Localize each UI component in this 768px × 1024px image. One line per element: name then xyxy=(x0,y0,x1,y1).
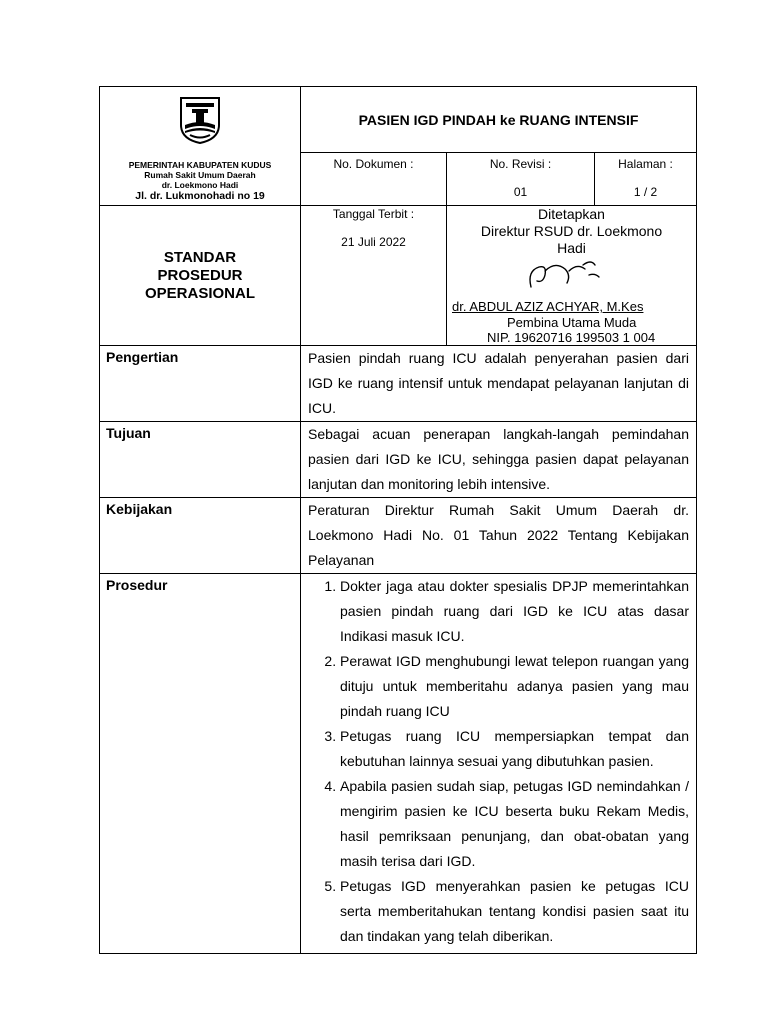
revision-cell xyxy=(447,153,595,206)
page-label: Halaman : xyxy=(618,157,673,171)
issue-date-value: 21 Juli 2022 xyxy=(341,235,406,249)
sop-label xyxy=(100,249,300,303)
approval-line-2: Direktur RSUD dr. Loekmono xyxy=(480,223,663,239)
page-value: 1 / 2 xyxy=(633,185,658,199)
prosedur-cell xyxy=(301,574,697,954)
approval-cell xyxy=(447,206,697,346)
pengertian-text: Pasien pindah ruang ICU adalah penyerahan pasien dari IGD ke ruang intensif untuk mendapat pelayanan lanjutan di ICU. xyxy=(301,346,697,422)
tujuan-label: Tujuan xyxy=(100,422,301,498)
issue-date-label: Tanggal Terbit : xyxy=(332,207,415,221)
org-line-2: Rumah Sakit Umum Daerah xyxy=(144,170,256,180)
sop-label-line-2: PROSEDUR xyxy=(157,266,243,284)
signature-icon xyxy=(525,257,605,295)
header-org-cell xyxy=(100,87,301,206)
org-line-1: PEMERINTAH KABUPATEN KUDUS xyxy=(128,160,272,170)
approval-text xyxy=(447,206,696,257)
org-line-3: dr. Loekmono Hadi xyxy=(161,180,239,190)
kudus-emblem-icon xyxy=(178,95,222,145)
signer-name: dr. ABDUL AZIZ ACHYAR, M.Kes xyxy=(452,299,644,314)
org-name xyxy=(100,160,300,203)
page-cell xyxy=(595,153,697,206)
prosedur-step: 4. Apabila pasien sudah siap, petugas IGD nemindahkan / mengirim pasien ke ICU beserta buku Rekam Medis, hasil pemriksaan penunjang, dan obat-obatan yang masih terisa dari IGD. xyxy=(340,774,689,874)
doc-number-label: No. Dokumen : xyxy=(333,157,414,171)
prosedur-label: Prosedur xyxy=(100,574,301,954)
prosedur-steps xyxy=(308,574,689,949)
prosedur-step: 5. Petugas IGD menyerahkan pasien ke petugas ICU serta memberitahukan tentang kondisi pasien saat itu dan tindakan yang telah diberikan. xyxy=(340,874,689,949)
revision-label: No. Revisi : xyxy=(489,157,552,171)
sop-label-line-1: STANDAR xyxy=(163,248,237,266)
prosedur-step: 3. Petugas ruang ICU mempersiapkan tempat dan kebutuhan lainnya sesuai yang dibutuhkan pasien. xyxy=(340,724,689,774)
signer-block xyxy=(447,298,696,345)
org-address: Jl. dr. Lukmonohadi no 19 xyxy=(135,190,265,202)
sop-label-cell xyxy=(100,206,301,346)
prosedur-step: 1. Dokter jaga atau dokter spesialis DPJP memerintahkan pasien pindah ruang dari IGD ke ICU atas dasar Indikasi masuk ICU. xyxy=(340,574,689,649)
tujuan-text: Sebagai acuan penerapan langkah-langah pemindahan pasien dari IGD ke ICU, sehingga pasien dapat pelayanan lanjutan dan monitoring lebih intensive. xyxy=(301,422,697,498)
issue-date-cell xyxy=(301,206,447,346)
sop-table xyxy=(99,86,697,954)
signer-nip: NIP. 19620716 199503 1 004 xyxy=(487,330,656,345)
revision-value: 01 xyxy=(513,185,528,199)
signer-rank: Pembina Utama Muda xyxy=(507,315,637,330)
sop-label-line-3: OPERASIONAL xyxy=(144,284,255,302)
kudus-logo xyxy=(100,87,300,150)
pengertian-label: Pengertian xyxy=(100,346,301,422)
kebijakan-text: Peraturan Direktur Rumah Sakit Umum Daerah dr. Loekmono Hadi No. 01 Tahun 2022 Tentang Kebijakan Pelayanan xyxy=(301,498,697,574)
prosedur-step: 2. Perawat IGD menghubungi lewat telepon ruangan yang dituju untuk memberitahu adanya pasien yang mau pindah ruang ICU xyxy=(340,649,689,724)
approval-line-3: Hadi xyxy=(557,240,586,256)
doc-number-cell xyxy=(301,153,447,206)
approval-line-1: Ditetapkan xyxy=(538,206,605,222)
signature xyxy=(447,257,696,295)
document-title: PASIEN IGD PINDAH ke RUANG INTENSIF xyxy=(301,87,697,153)
kebijakan-label: Kebijakan xyxy=(100,498,301,574)
